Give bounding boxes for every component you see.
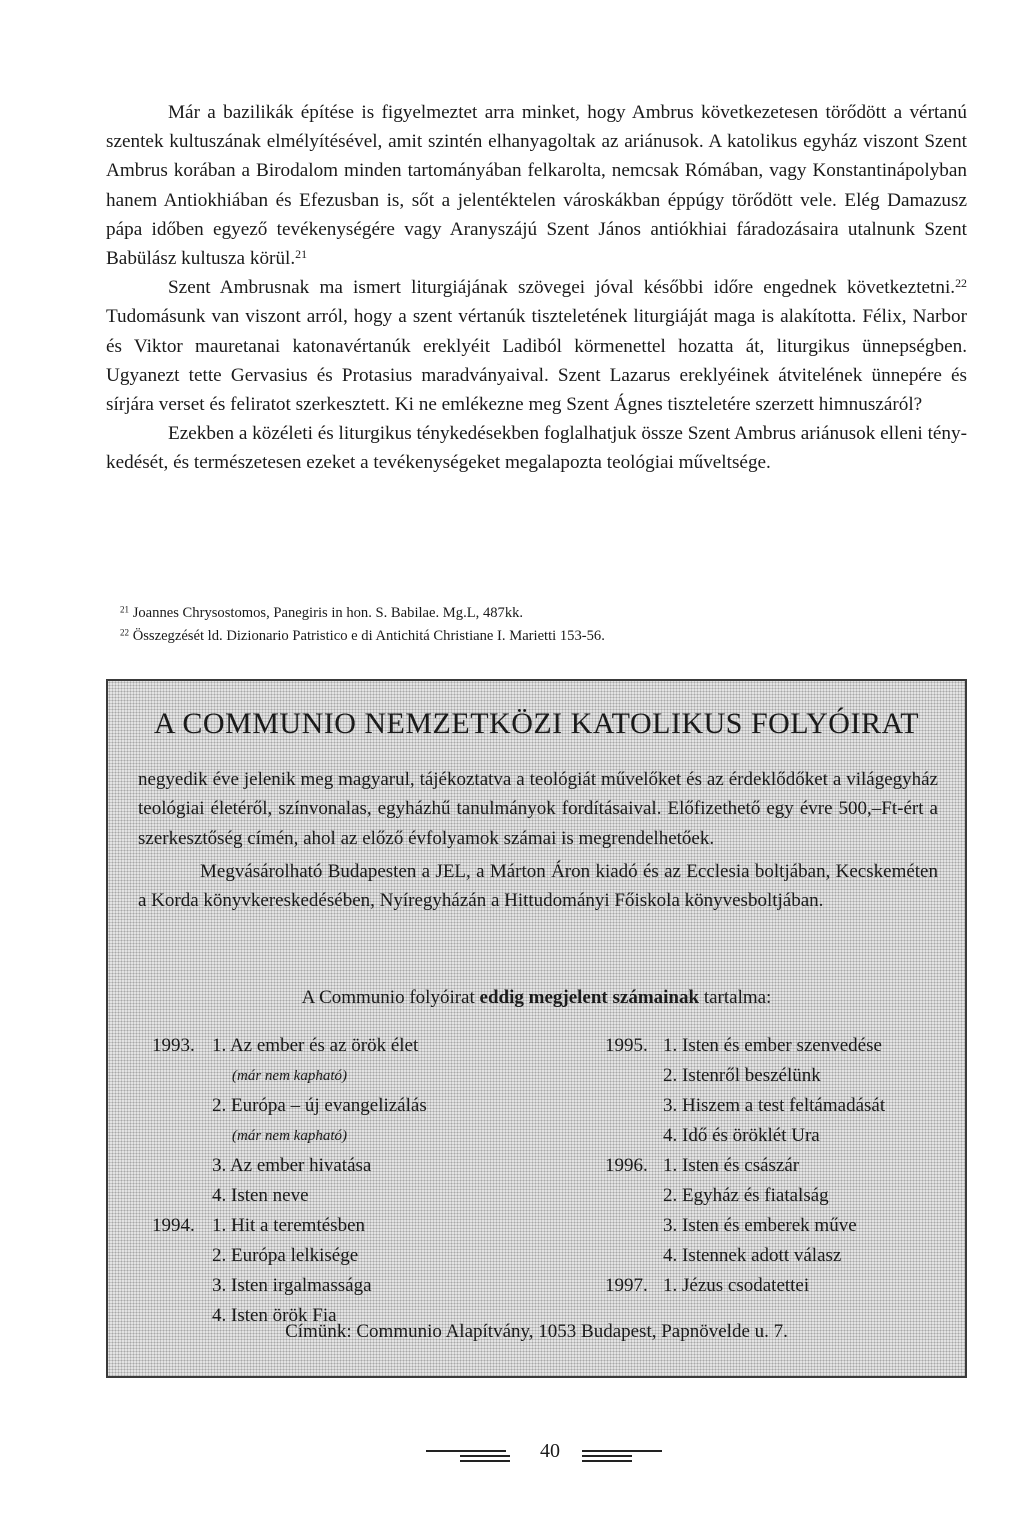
contents-item: 1. Az ember és az örök élet: [212, 1035, 419, 1056]
contents-heading: A Communio folyóirat eddig megjelent számainak tartalma:: [301, 987, 772, 1008]
contents-row: [605, 1211, 965, 1241]
address: Címünk: Communio Alapítvány, 1053 Budapest, Papnövelde u. 7.: [285, 1321, 788, 1342]
contents-item: 1. Hit a teremtésben: [212, 1215, 366, 1236]
box-title: A COMMUNIO NEMZETKÖZI KATOLIKUS FOLYÓIRAT: [153, 707, 920, 740]
paragraph-1: Már a bazilikák építése is figyelmeztet arra minket, hogy Ambrus következetesen törődött a vértanú szentek kultuszának elmélyítésével, amit szintén elhanyagoltak az ariánusok. A katolikus egyház viszont Szent Ambrus korában a Birodalom minden tartományában felkarolta, nemcsak Rómában, vagy Konstantinápolyban hanem Antiokhiában és Efezusban is, sőt a jelentéktelen városkákban éppúgy törődött vele. Elég Damazusz pápa időben egyező tevékenységére vagy Aranyszájú Szent János antiókhiai fáradozásaira utalnunk Szent Babülász kultusza körül.$^{21}$: [106, 102, 967, 270]
contents-item: 3. Az ember hivatása: [212, 1155, 372, 1176]
contents-row: [605, 1271, 965, 1301]
footnote-ref-22: 22: [955, 276, 967, 291]
footnote-21: $^{21}$ Joannes Chrysostomos, Panegiris in hon. S. Babilae. Mg.L, 487kk.: [120, 604, 524, 621]
contents-item: 1. Jézus csodatettei: [663, 1275, 810, 1296]
footer-rule: [460, 1455, 510, 1457]
contents-item: 4. Isten neve: [212, 1185, 309, 1206]
footer-rule: [582, 1460, 632, 1462]
contents-item: 1. Isten és császár: [663, 1155, 800, 1176]
box-purchase: Megvásárolható Budapesten a JEL, a Márton Áron kiadó és az Ecclesia boltjában, Kecskeméten a Korda könyvkereskedésében, Nyíregyházán a Hittudományi Főiskola könyvesboltjában.: [138, 861, 938, 912]
contents-item: 2. Istenről beszélünk: [663, 1065, 821, 1086]
contents-item: 3. Isten és emberek műve: [663, 1215, 857, 1236]
page-number: 40: [540, 1440, 560, 1462]
footnotes: [106, 602, 967, 648]
contents-row: [152, 1211, 552, 1241]
contents-row: [605, 1181, 965, 1211]
paragraph-2: Szent Ambrusnak ma ismert liturgiájának szövegei jóval későbbi időre engednek következtetni.$^{22}$ Tudomásunk van viszont arról, hogy a szent vértanúk tiszteletének liturgiáját maga is alakította. Félix, Narbor és Viktor mauretanai katonavértanúk ereklyéit Ladiból körmenettel hozatta át, liturgikus ünnepségben. Ugyanezt tette Gervasius és Protasius maradványaival. Szent Lazarus ereklyéinek átvitelének ünnepére és sírjára verset és feliratot szerkesztett. Ki ne emlékezne meg Szent Ágnes tiszteletére szerzett himnuszáról?: [106, 276, 967, 416]
contents-left-column: [152, 1031, 552, 1331]
contents-row: [152, 1121, 552, 1151]
contents-row: [152, 1031, 552, 1061]
contents-note: (már nem kapható): [232, 1128, 347, 1144]
contents-row: [152, 1241, 552, 1271]
paragraph-3: Ezekben a közéleti és liturgikus ténykedésekben foglalhatjuk össze Szent Ambrus ariánusok elleni ténykedését, és természetesen ezeket a tevékenységeket megalapozta teológiai műveltsége.: [106, 423, 967, 474]
contents-row: [605, 1031, 965, 1061]
footer-rule: [582, 1455, 632, 1457]
main-text: [106, 98, 967, 478]
contents-item: 1. Isten és ember szenvedése: [663, 1035, 882, 1056]
contents-year: 1995.: [605, 1035, 648, 1056]
contents-year: 1997.: [605, 1275, 648, 1296]
contents-item: 4. Isten örök Fia: [212, 1305, 337, 1326]
contents-row: [152, 1181, 552, 1211]
page-footer: [420, 1440, 670, 1470]
contents-year: 1996.: [605, 1155, 648, 1176]
contents-row: [152, 1271, 552, 1301]
footer-rule: [582, 1450, 662, 1452]
footnote-22: $^{22}$ Összegzését ld. Dizionario Patristico e di Antichitá Christiane I. Marietti 153-56.: [120, 627, 605, 644]
contents-row: [605, 1061, 965, 1091]
contents-item: 2. Európa – új evangelizálás: [212, 1095, 427, 1116]
contents-right-column: [605, 1031, 965, 1301]
contents-row: [605, 1241, 965, 1271]
contents-row: [152, 1061, 552, 1091]
contents-row: [605, 1091, 965, 1121]
contents-item: 4. Istennek adott válasz: [663, 1245, 842, 1266]
contents-row: [605, 1151, 965, 1181]
contents-row: [605, 1121, 965, 1151]
contents-row: [152, 1091, 552, 1121]
contents-item: 2. Egyház és fiatalság: [663, 1185, 829, 1206]
contents-item: 3. Isten irgalmassága: [212, 1275, 372, 1296]
communio-advertisement-box: [106, 679, 967, 1378]
contents-item: 2. Európa lelkisége: [212, 1245, 359, 1266]
contents-note: (már nem kapható): [232, 1068, 347, 1084]
contents-item: 4. Idő és öröklét Ura: [663, 1125, 820, 1146]
footer-rule: [460, 1460, 510, 1462]
contents-row: [152, 1151, 552, 1181]
contents-year: 1993.: [152, 1035, 195, 1056]
footnote-ref-21: 21: [295, 247, 308, 262]
contents-item: 3. Hiszem a test feltámadását: [663, 1095, 886, 1116]
box-intro: negyedik éve jelenik meg magyarul, tájékoztatva a teológiát művelőket és az érdeklődőket a világegyház teológiai életéről, színvonalas, egyházhű tanulmányok fordításaival. Előfizethető egy évre 500,–Ft-ért a szerkesztőség címén, ahol az előző évfolyamok számai is megrendelhetőek.: [138, 769, 938, 849]
footer-rule: [426, 1450, 506, 1452]
contents-year: 1994.: [152, 1215, 195, 1236]
